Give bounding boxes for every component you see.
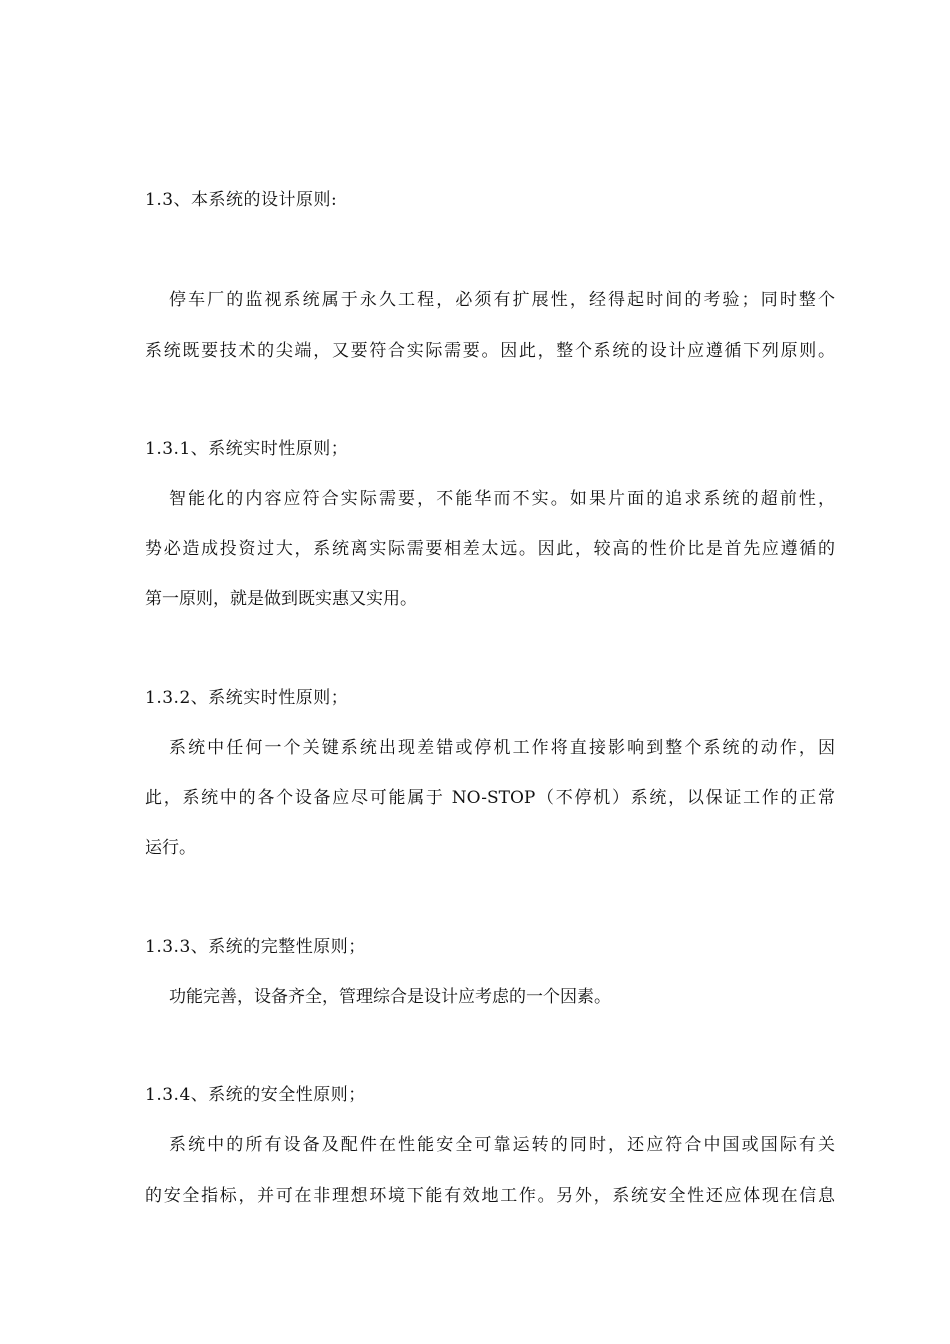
section-heading-1-3-1: 1.3.1、系统实时性原则； <box>145 439 349 459</box>
paragraph-line: 系统既要技术的尖端，又要符合实际需要。因此，整个系统的设计应遵循下列原则。 <box>145 341 835 361</box>
paragraph-line: 此，系统中的各个设备应尽可能属于 NO-STOP（不停机）系统，以保证工作的正常 <box>145 788 835 808</box>
paragraph-line: 智能化的内容应符合实际需要，不能华而不实。如果片面的追求系统的超前性， <box>169 489 835 509</box>
section-heading-1-3-3: 1.3.3、系统的完整性原则； <box>145 937 366 957</box>
paragraph-line: 第一原则，就是做到既实惠又实用。 <box>145 589 417 609</box>
paragraph-line: 系统中的所有设备及配件在性能安全可靠运转的同时，还应符合中国或国际有关 <box>169 1135 835 1155</box>
section-heading-1-3-4: 1.3.4、系统的安全性原则； <box>145 1085 366 1105</box>
paragraph-line: 势必造成投资过大，系统离实际需要相差太远。因此，较高的性价比是首先应遵循的 <box>145 539 835 559</box>
paragraph-line: 停车厂的监视系统属于永久工程，必须有扩展性，经得起时间的考验；同时整个 <box>169 290 835 310</box>
paragraph-line: 功能完善，设备齐全，管理综合是设计应考虑的一个因素。 <box>169 987 611 1007</box>
paragraph-line: 系统中任何一个关键系统出现差错或停机工作将直接影响到整个系统的动作，因 <box>169 738 835 758</box>
section-heading-1-3-2: 1.3.2、系统实时性原则； <box>145 688 349 708</box>
paragraph-line: 运行。 <box>145 838 196 858</box>
section-heading-1-3: 1.3、本系统的设计原则: <box>145 190 338 210</box>
paragraph-line: 的安全指标，并可在非理想环境下能有效地工作。另外，系统安全性还应体现在信息 <box>145 1186 835 1206</box>
